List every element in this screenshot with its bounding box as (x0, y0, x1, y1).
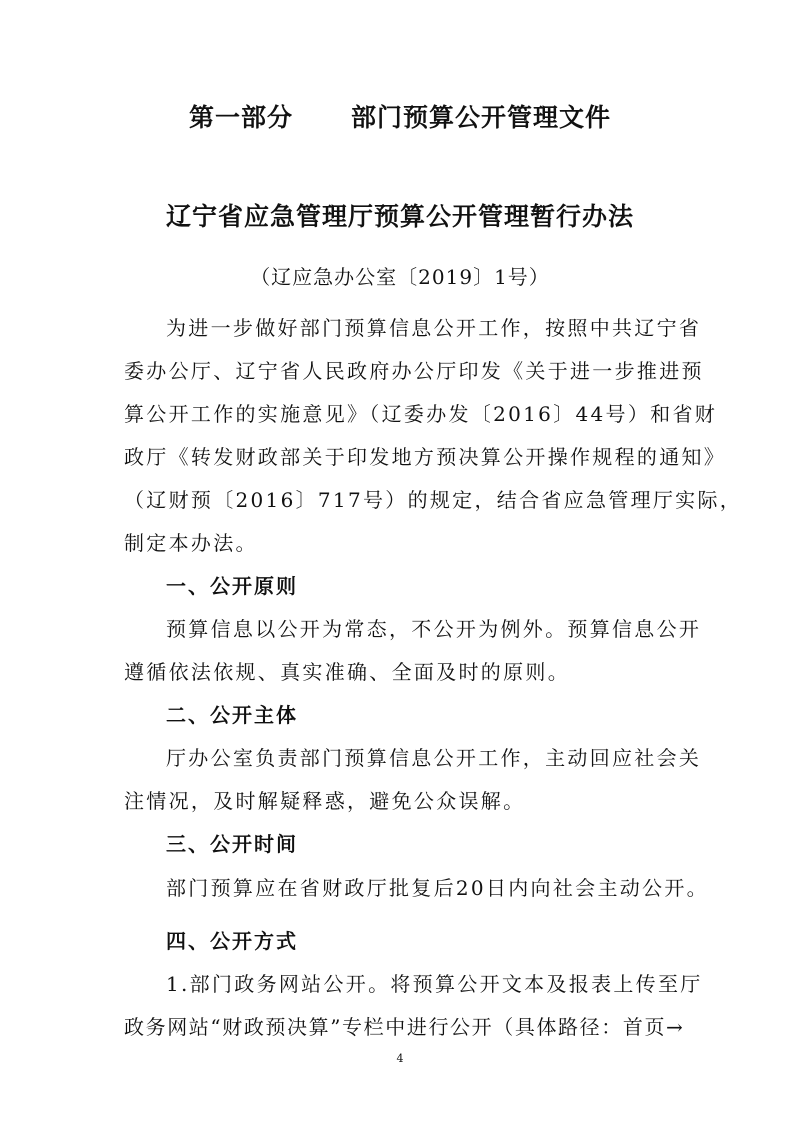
part-title (0, 98, 800, 134)
intro-line: 算公开工作的实施意见》（辽委办发〔2016〕44号）和省财 (124, 402, 718, 426)
part-name: 部门预算公开管理文件 (351, 103, 612, 132)
section-heading: 一、公开原则 (166, 574, 298, 598)
intro-line: 委办公厅、辽宁省人民政府办公厅印发《关于进一步推进预 (124, 359, 704, 383)
section-line: 厅办公室负责部门预算信息公开工作，主动回应社会关 (166, 746, 702, 770)
document-title: 辽宁省应急管理厅预算公开管理暂行办法 (165, 202, 634, 231)
section-line: 1.部门政务网站公开。将预算公开文本及报表上传至厅 (166, 972, 703, 996)
section-heading: 三、公开时间 (166, 832, 298, 856)
page-number: 4 (396, 1052, 404, 1065)
section-line: 遵循依法依规、真实准确、全面及时的原则。 (124, 660, 570, 684)
section-line: 部门预算应在省财政厅批复后20日内向社会主动公开。 (166, 876, 709, 900)
intro-line: 为进一步做好部门预算信息公开工作，按照中共辽宁省 (166, 316, 702, 340)
part-label: 第一部分 (188, 103, 293, 132)
intro-line: 制定本办法。 (124, 531, 258, 555)
section-line: 预算信息以公开为常态，不公开为例外。预算信息公开 (166, 617, 702, 641)
intro-line: （辽财预〔2016〕717号）的规定，结合省应急管理厅实际， (124, 488, 743, 512)
document-number: （辽应急办公室〔2019〕1号） (250, 265, 550, 289)
section-heading: 二、公开主体 (166, 703, 298, 727)
section-heading: 四、公开方式 (166, 929, 298, 953)
section-line: 注情况，及时解疑释惑，避免公众误解。 (124, 789, 526, 813)
section-line: 政务网站“财政预决算”专栏中进行公开（具体路径：首页→ (124, 1015, 685, 1039)
intro-line: 政厅《转发财政部关于印发地方预决算公开操作规程的通知》 (124, 445, 727, 469)
